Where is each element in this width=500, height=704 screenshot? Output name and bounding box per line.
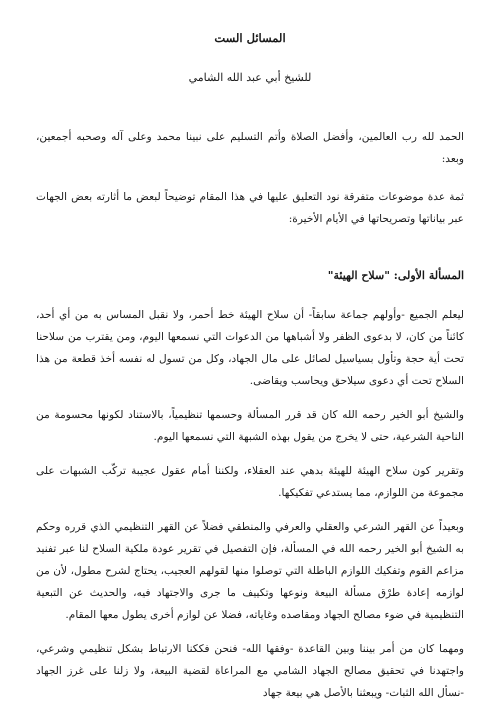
topics-paragraph: ثمة عدة موضوعات متفرقة نود التعليق عليها في هذا المقام توضيحاً لبعض ما أثارته بعض الجهات عبر بياناتها وتصريحاتها في الأيام الأخيرة: xyxy=(36,191,464,225)
document-title: المسائل الست xyxy=(214,31,286,45)
body-paragraph: وبعيداً عن القهر الشرعي والعقلي والعرفي والمنطقي فضلاً عن القهر التنظيمي الذي قرره وحكم به الشيخ أبو الخير رحمه الله في المسألة، فإن التفصيل في تقرير عودة ملكية السلاح لنا عبر تفنيد مزاعم القوم وتفكيك اللوازم الباطلة التي توصلوا منها لقولهم العجيب، يحتاج لشرح مطول، لأن من لوازمه إعادة طرْق مسألة البيعة ونوعها وتكييف ما جرى والاجتهاد فيه، والحديث عن التبعية التنظيمية في ضوء مصالح الجهاد ومقاصده وغاياته، فضلا عن لوازم أخرى يطول معها المقام. xyxy=(36,521,464,621)
body-paragraph: والشيخ أبو الخير رحمه الله كان قد قرر المسألة وحسمها تنظيمياً، بالاستناد لكونها محسومة من الناحية الشرعية، حتى لا يخرج من يقول بهذه الشبهة التي نسمعها اليوم. xyxy=(36,409,464,443)
document-author: للشيخ أبي عبد الله الشامي xyxy=(188,71,312,84)
body-paragraph: وتقرير كون سلاح الهيئة للهيئة بدهي عند العقلاء، ولكننا أمام عقول عجيبة تركّب الشبهات على مجموعة من اللوازم، مما يستدعي تفكيكها. xyxy=(36,465,464,499)
intro-paragraph: الحمد لله رب العالمين، وأفضل الصلاة وأتم التسليم على نبينا محمد وعلى آله وصحبه أجمعين، وبعد: xyxy=(36,131,464,165)
body-paragraph: ليعلم الجميع -وأولهم جماعة سابقاً- أن سلاح الهيئة خط أحمر، ولا نقبل المساس به من أي أحد، كائناً من كان، لا بدعوى الظفر ولا أشباهها من الدعوات التي نسمعها اليوم، ومن يقترب من سلاحنا تحت أية حجة وتأول بسياسيل لصائل على مال الجهاد، وكل من تسول له نفسه أخذ قطعة من هذا السلاح تحت أي دعوى سيلاحق ويحاسب ويقاضى. xyxy=(36,309,464,387)
issue-heading: المسألة الأولى: "سلاح الهيئة" xyxy=(327,269,464,282)
body-paragraph: ومهما كان من أمر بيننا وبين القاعدة -وفقها الله- فنحن فككنا الارتباط بشكل تنظيمي وشرعي، واجتهدنا في تحقيق مصالح الجهاد الشامي مع المراعاة لقضية البيعة، ولا زلنا على غرز الجهاد -نسأل الله الثبات- ويبعثنا بالأصل هي بيعة جهاد xyxy=(36,643,464,699)
